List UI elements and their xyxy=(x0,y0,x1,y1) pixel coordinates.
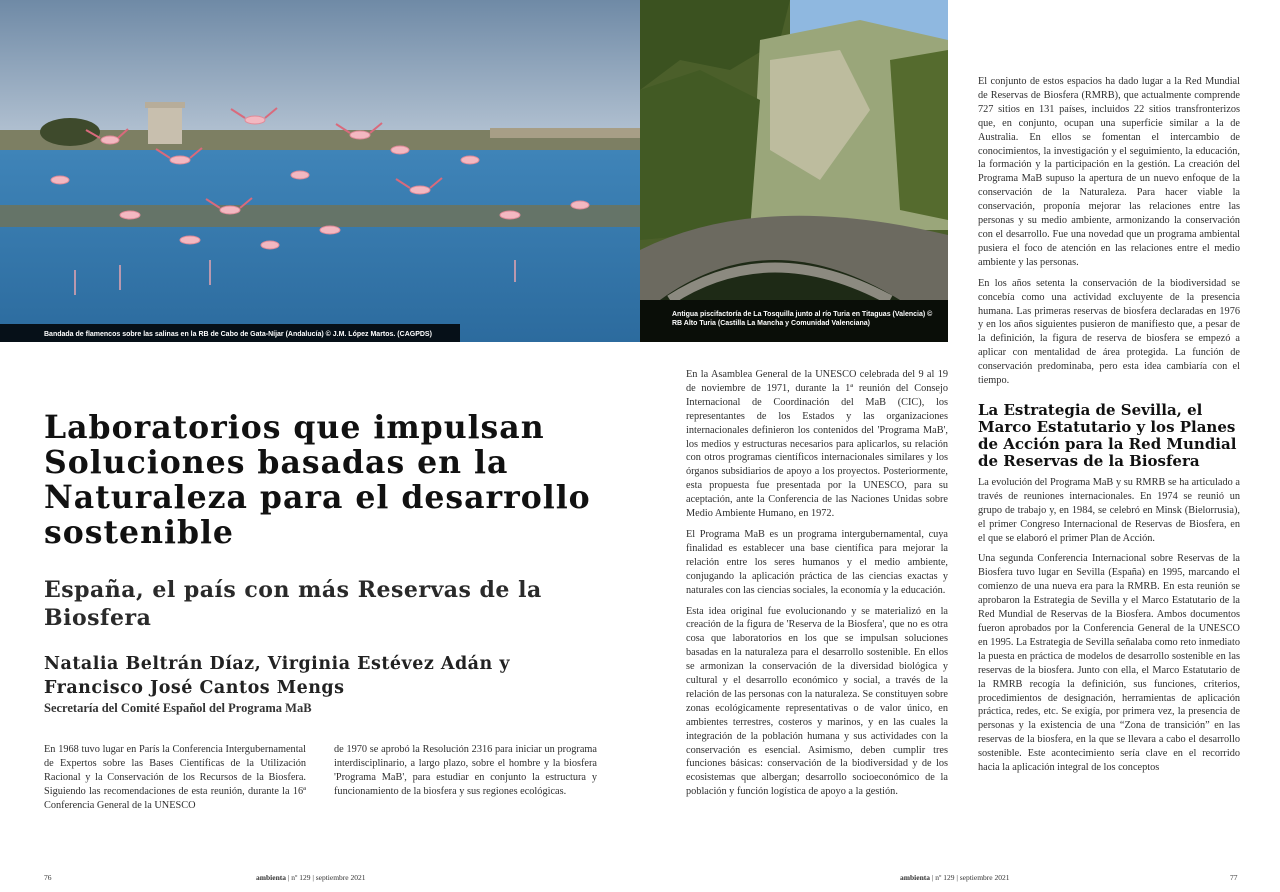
magazine-name: ambienta xyxy=(256,873,286,882)
paragraph: El conjunto de estos espacios ha dado lugar a la Red Mundial de Reservas de Biosfera (RMRB), que actualmente comprende 727 sitios en 131 países, incluidos 22 sitios transfronterizos que, en conjunto, ocupan una superficie similar a la de Australia. En ellos se fomentan el intercambio de conocimientos, la investigación y el seguimiento, la educación, la formación y la participación en la gestión. La creación del Programa MaB supuso la apertura de un nuevo enfoque de la conservación de la Naturaleza. Para hacer viable la conservación, proponía mejorar las relaciones entre las personas y su medio ambiente, armonizando la conservación con el desarrollo. Fue una novedad que un programa ambiental pusiera el foco de atención en las relaciones entre el medio ambiente y las personas. xyxy=(978,76,1240,268)
section-heading: La Estrategia de Sevilla, el Marco Estatutario y los Planes de Acción para la Red Mundial de Reservas de la Biosfera xyxy=(978,400,1237,470)
paragraph: de 1970 se aprobó la Resolución 2316 para iniciar un programa interdisciplinario, a largo plazo, sobre el hombre y la biosfera 'Programa MaB', para estudiar en conjunto la estructura y funcionamiento de la biosfera y sus regiones ecológicas. xyxy=(334,744,597,797)
issue-info: nº 129 | septiembre 2021 xyxy=(935,873,1010,882)
separator: | xyxy=(931,873,936,882)
left-body-column-1 xyxy=(44,743,306,820)
right-body-column-1 xyxy=(686,368,948,806)
bridge-photo-caption: Antigua piscifactoría de La Tosquilla junto al río Turia en Titaguas (Valencia) © RB Alto Turia (Castilla La Mancha y Comunidad Valenciana) xyxy=(672,311,933,327)
running-footer-right xyxy=(900,873,1010,882)
bridge-illustration xyxy=(640,0,948,342)
paragraph: El Programa MaB es un programa intergubernamental, cuya finalidad es establecer una base científica para mejorar la relación entre los seres humanos y el medio ambiente, conjugando la aplicación práctica de las ciencias exactas y naturales con las ciencias sociales, la economía y la educación. xyxy=(686,528,948,596)
paragraph: En 1968 tuvo lugar en París la Conferencia Intergubernamental de Expertos sobre las Bases Científicas de la Utilización Racional y la Conservación de los Recursos de la Biosfera. Siguiendo las recomendaciones de esta reunión, durante la 16ª Conferencia General de la UNESCO xyxy=(44,744,306,811)
page-number-left: 76 xyxy=(44,873,52,882)
left-body-column-2 xyxy=(334,743,597,806)
article-title: Laboratorios que impulsan Soluciones basadas en la Naturaleza para el desarrollo sostenible xyxy=(44,409,591,551)
paragraph: Una segunda Conferencia Internacional sobre Reservas de la Biosfera tuvo lugar en Sevilla (España) en 1995, marcando el comienzo de una nueva era para la RMRB. En esta reunión se aprobaron la Estrategia de Sevilla y el Marco Estatutario de la Red Mundial de Reservas de la Biosfera. Ambos documentos fueron aprobados por la Conferencia General de la UNESCO en 1995. La Estrategia de Sevilla señalaba como reto inmediato la puesta en práctica de modelos de desarrollo sostenible en las reservas de la biosfera. Junto con ella, el Marco Estatutario de la RMRB recogía la definición, sus funciones, criterios, procedimientos de designación, herramientas de aplicación práctica, redes, etc. Se exigía, por primera vez, la presencia de personas y la existencia de una “Zona de transición” en las reservas de la biosfera, en la que se llevara a cabo el desarrollo sostenible. Este acontecimiento sería clave en el recorrido hacia la aplicación integral de los conceptos xyxy=(978,553,1240,774)
issue-info: nº 129 | septiembre 2021 xyxy=(291,873,366,882)
flamingo-photo-caption: Bandada de flamencos sobre las salinas en la RB de Cabo de Gata-Níjar (Andalucía) © J.M. López Martos. (CAGPDS) xyxy=(44,331,432,338)
paragraph: En los años setenta la conservación de la biodiversidad se concebía como una actividad excluyente de la presencia humana. Las primeras reservas de biosfera declaradas en 1976 y en los años siguientes pusieron de manifiesto que, a pesar de la definición, la figura de reserva de biosfera se empezó a aplicar con mentalidad de área protegida. La función de conservación predominaba, pero esta idea cambiaría con el tiempo. xyxy=(978,277,1240,387)
running-footer-left xyxy=(256,873,366,882)
right-body-column-2 xyxy=(978,75,1240,782)
flamingo-illustration xyxy=(0,0,640,342)
flamingo-photo xyxy=(0,0,640,342)
article-subtitle: España, el país con más Reservas de la Biosfera xyxy=(44,577,542,631)
article-authors: Natalia Beltrán Díaz, Virginia Estévez Adán y Francisco José Cantos Mengs xyxy=(44,654,511,698)
author-affiliation: Secretaría del Comité Español del Programa MaB xyxy=(44,701,312,715)
magazine-name: ambienta xyxy=(900,873,930,882)
page-number-right: 77 xyxy=(1230,873,1238,882)
paragraph: La evolución del Programa MaB y su RMRB se ha articulado a través de reuniones internacionales. En 1974 se reunió un grupo de trabajo y, en 1984, se celebró en Minsk (Bielorrusia), el primer Congreso Internacional de Reservas de Biosfera, en el que se elaboró el primer Plan de Acción. xyxy=(978,476,1240,544)
separator: | xyxy=(287,873,292,882)
bridge-photo xyxy=(640,0,948,342)
right-page xyxy=(640,0,1280,892)
paragraph: Esta idea original fue evolucionando y se materializó en la creación de la figura de 'Reserva de la Biosfera', que no es otra cosa que laboratorios en los que se impulsan soluciones basadas en la naturaleza para el desarrollo sostenible. En ellos se armonizan la conservación de la diversidad biológica y cultural y el desarrollo económico y social, a través de la relación de las personas con la naturaleza. Se constituyen sobre zonas ecológicamente representativas o de valor único, en ambientes terrestres, costeros y marinos, y en las cuales la integración de la población humana y sus actividades con la conservación es esencial. Asimismo, deben cumplir tres funciones básicas: conservación de la biodiversidad y de los ecosistemas que albergan; desarrollo socioeconómico de la población y función logística de apoyo a la gestión. xyxy=(686,605,948,798)
paragraph: En la Asamblea General de la UNESCO celebrada del 9 al 19 de noviembre de 1971, durante la 1ª reunión del Consejo Internacional de Coordinación del MaB (CIC), los representantes de los Estados y las organizaciones internacionales definieron los contenidos del 'Programa MaB', los medios y estructuras necesarios para aplicarlos, su relación con otros programas científicos internacionales similares y los órganos subsidiarios de apoyo a los proyectos. Posteriormente, esta propuesta fue presentada por la UNESCO, para su aceptación, ante la Conferencia de las Naciones Unidas sobre Medio Ambiente Humano, en 1972. xyxy=(686,369,948,520)
